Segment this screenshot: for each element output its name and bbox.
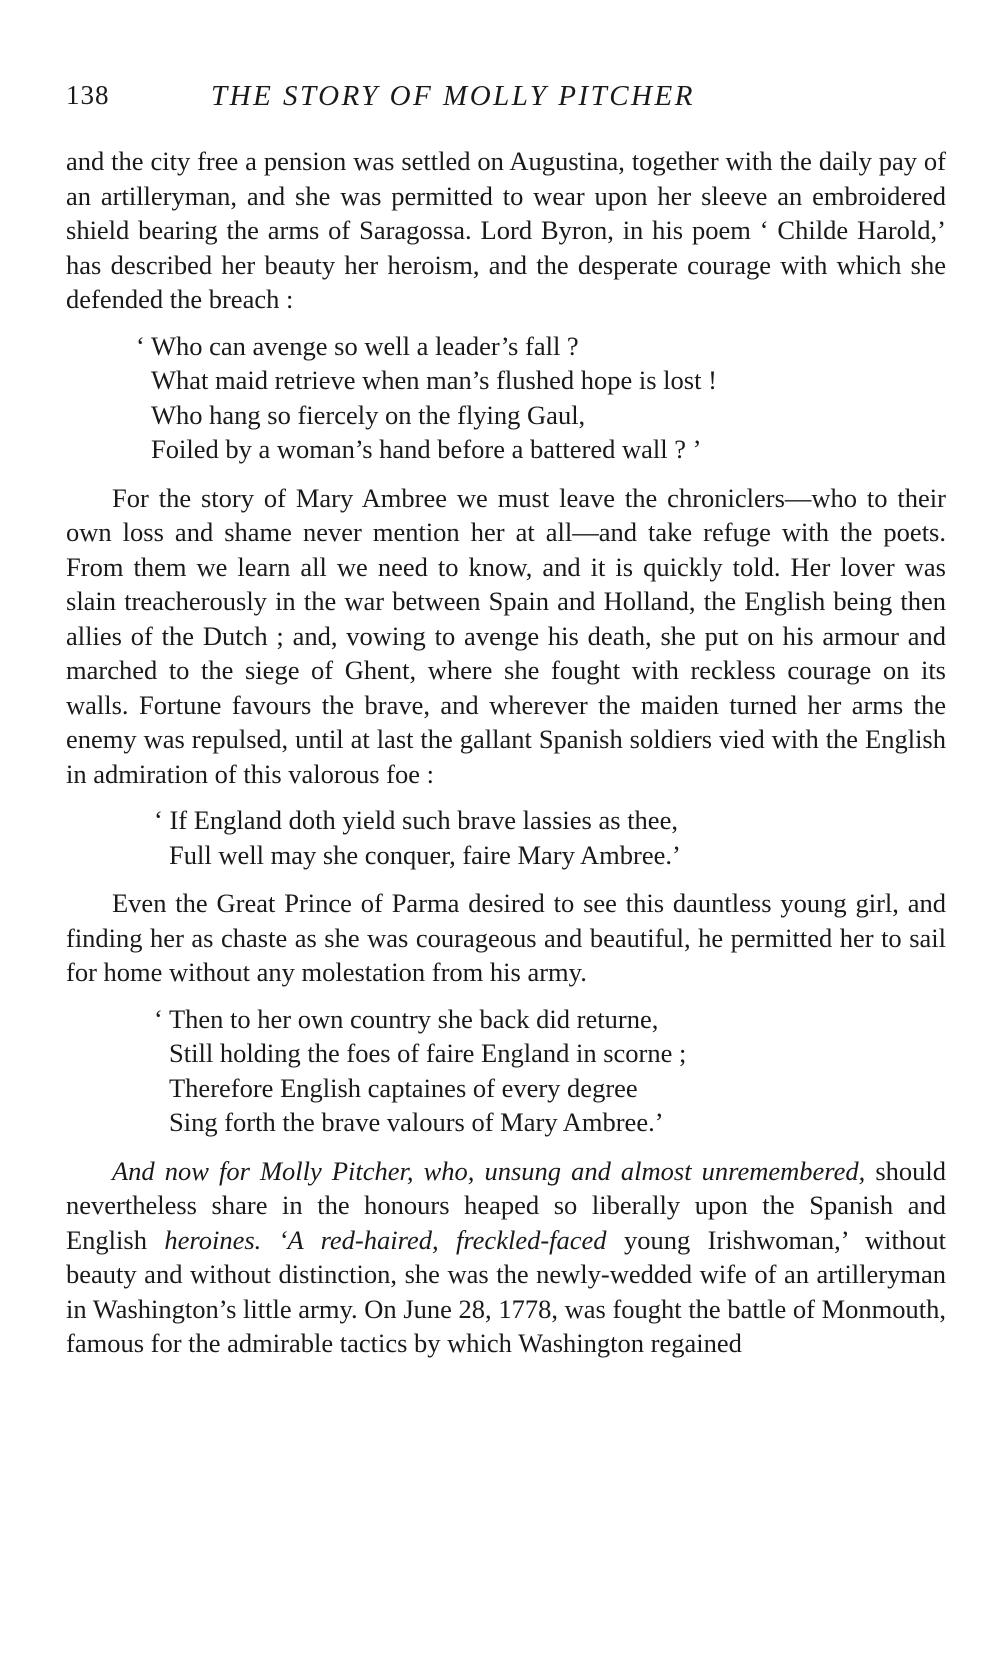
paragraph-augustina: and the city free a pension was settled on Augustina, together with the daily pay of an artilleryman, and she was permitted to wear upon her sleeve an embroidered shield bearing the arms of Saragossa. Lord Byron, in his poem ‘ Childe Harold,’ has described her beauty her heroism, and the desperate courage with which she defended the breach : bbox=[66, 146, 946, 314]
verse-line: Foiled by a woman’s hand before a battered wall ? ’ bbox=[151, 434, 702, 464]
verse-line: What maid retrieve when man’s flushed hope is lost ! bbox=[151, 365, 717, 395]
verse-line: ‘ If England doth yield such brave lassies as thee, bbox=[154, 805, 678, 835]
verse-ambree-2 bbox=[66, 1002, 946, 1140]
molly-pitcher-intro: And now for Molly Pitcher, who, unsung and almost unremembered, bbox=[112, 1155, 866, 1186]
verse-line: Still holding the foes of faire England in scorne ; bbox=[169, 1038, 687, 1068]
verse-line: Sing forth the brave valours of Mary Ambree.’ bbox=[169, 1107, 664, 1137]
paragraph-prince-of-parma: Even the Great Prince of Parma desired to see this dauntless young girl, and finding her as chaste as she was courageous and beautiful, he permitted her to sail for home without any molestation from his army. bbox=[66, 888, 946, 987]
paragraph-mary-ambree: For the story of Mary Ambree we must leave the chroniclers—who to their own loss and shame never mention her at all—and take refuge with the poets. From them we learn all we need to know, and it is quickly told. Her lover was slain treacherously in the war between Spain and Holland, the English being then allies of the Dutch ; and, vowing to avenge his death, she put on his armour and marched to the siege of Ghent, where she fought with reckless courage on its walls. Fortune favours the brave, and wherever the maiden turned her arms the enemy was repulsed, until at last the gallant Spanish soldiers vied with the English in admiration of this valorous foe : bbox=[66, 482, 946, 789]
page-header bbox=[66, 80, 946, 120]
verse-byron bbox=[66, 329, 946, 467]
verse-line: ‘ Then to her own country she back did returne, bbox=[154, 1003, 659, 1034]
verse-line: ‘ Who can avenge so well a leader’s fall ? bbox=[136, 330, 579, 361]
quote-red-haired: ‘A red-haired, freckled-faced bbox=[278, 1224, 607, 1255]
page-number: 138 bbox=[66, 80, 110, 110]
verse-line: Therefore English captaines of every degree bbox=[169, 1072, 638, 1103]
running-title: THE STORY OF MOLLY PITCHER bbox=[211, 80, 695, 112]
heroines-word: heroines. bbox=[164, 1224, 262, 1255]
molly-pitcher-text-1: should nevertheless share in the honours heaped so liberally upon the Spanish and English bbox=[66, 1155, 946, 1255]
verse-line: Full well may she conquer, faire Mary Ambree.’ bbox=[169, 839, 681, 870]
verse-line: Who hang so fiercely on the flying Gaul, bbox=[151, 399, 586, 430]
paragraph-molly-pitcher bbox=[66, 1154, 946, 1361]
verse-ambree-1 bbox=[66, 803, 946, 872]
molly-pitcher-text-2: young Irishwoman,’ without beauty and without distinction, she was the newly-wedded wife of an artilleryman in Washington’s little army. On June 28, 1778, was fought the battle of Monmouth, famous for the admirable tactics by which Washington regained bbox=[66, 1224, 947, 1358]
body-text bbox=[66, 144, 946, 1361]
